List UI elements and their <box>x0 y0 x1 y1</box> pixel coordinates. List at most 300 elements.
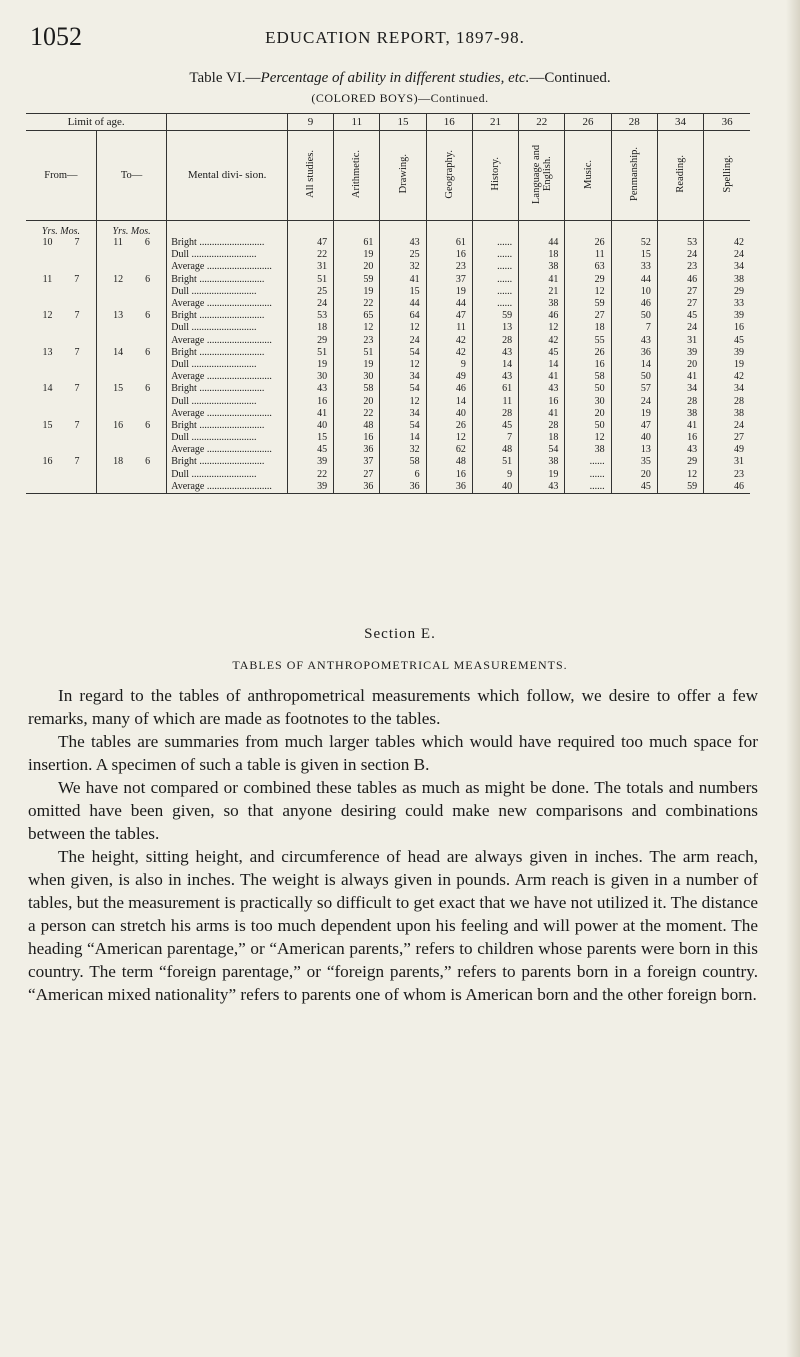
value-cell: 59 <box>565 298 611 310</box>
value-cell: 19 <box>426 286 472 298</box>
value-cell: 45 <box>704 335 750 347</box>
value-cell: 12 <box>565 286 611 298</box>
value-cell: 24 <box>657 249 703 261</box>
table-caption <box>0 70 800 87</box>
value-cell: 38 <box>565 444 611 456</box>
value-cell: 14 <box>426 395 472 407</box>
value-cell: 37 <box>426 274 472 286</box>
units-blank <box>565 221 611 238</box>
from-units: Yrs. Mos. <box>41 226 80 237</box>
mental-division-header: Mental divi- sion. <box>187 169 267 181</box>
value-cell: 27 <box>657 298 703 310</box>
value-cell: 47 <box>287 237 333 249</box>
value-cell: 54 <box>380 383 426 395</box>
value-cell: 28 <box>472 335 518 347</box>
to-age-cell <box>96 249 166 261</box>
table-row <box>26 371 750 383</box>
from-months: 7 <box>74 456 80 468</box>
page-number: 1052 <box>30 22 82 51</box>
table-caption-prefix: Table VI.— <box>189 70 261 86</box>
from-years: 10 <box>42 237 53 249</box>
value-cell: 30 <box>565 395 611 407</box>
value-cell: 19 <box>334 359 380 371</box>
page-header <box>30 22 760 52</box>
from-age-cell <box>26 322 96 334</box>
value-cell: 59 <box>472 310 518 322</box>
value-cell: 20 <box>657 359 703 371</box>
column-number: 11 <box>334 114 380 131</box>
value-cell: 43 <box>472 347 518 359</box>
mental-division-label <box>167 310 288 322</box>
value-cell: 23 <box>426 261 472 273</box>
value-cell: 43 <box>287 383 333 395</box>
value-cell: 36 <box>380 481 426 494</box>
column-number: 9 <box>287 114 333 131</box>
mental-division-label <box>167 395 288 407</box>
from-years: 16 <box>42 456 53 468</box>
value-cell: 12 <box>565 432 611 444</box>
value-cell: 38 <box>519 456 565 468</box>
value-cell: 43 <box>472 371 518 383</box>
value-cell: 29 <box>657 456 703 468</box>
section-subtitle: TABLES OF ANTHROPOMETRICAL MEASUREMENTS. <box>232 658 568 672</box>
study-header-cell <box>519 131 565 221</box>
table-row <box>26 395 750 407</box>
value-cell: 45 <box>287 444 333 456</box>
value-cell: 28 <box>519 420 565 432</box>
value-cell: 11 <box>472 395 518 407</box>
section-title: Section E. <box>364 626 436 642</box>
value-cell: 39 <box>287 481 333 494</box>
value-cell: 43 <box>519 481 565 494</box>
value-cell: 59 <box>334 274 380 286</box>
value-cell: 20 <box>334 395 380 407</box>
to-months: 6 <box>145 383 151 395</box>
value-cell: 34 <box>657 383 703 395</box>
mental-division-label <box>167 249 288 261</box>
table-row <box>26 383 750 395</box>
division-label-text: Bright <box>171 383 197 395</box>
division-label-text: Bright <box>171 456 197 468</box>
value-cell: 24 <box>380 335 426 347</box>
value-cell: 51 <box>472 456 518 468</box>
to-age-cell <box>96 322 166 334</box>
value-cell: 14 <box>380 432 426 444</box>
value-cell: 55 <box>565 335 611 347</box>
value-cell: 36 <box>334 444 380 456</box>
value-cell: 16 <box>426 249 472 261</box>
column-number-row <box>26 114 750 131</box>
value-cell: 44 <box>611 274 657 286</box>
value-cell: 12 <box>380 322 426 334</box>
from-age-cell <box>26 286 96 298</box>
value-cell: 36 <box>426 481 472 494</box>
to-age-cell <box>96 371 166 383</box>
value-cell: 43 <box>611 335 657 347</box>
division-label-text: Bright <box>171 273 197 285</box>
leader-dots: .......................... <box>204 407 272 419</box>
value-cell: 19 <box>519 469 565 481</box>
value-cell: 38 <box>519 298 565 310</box>
from-age-cell <box>26 359 96 371</box>
value-cell: 26 <box>565 347 611 359</box>
value-cell: 61 <box>426 237 472 249</box>
leader-dots: .......................... <box>189 432 257 444</box>
mental-division-label <box>167 456 288 468</box>
value-cell: ...... <box>472 286 518 298</box>
value-cell: 46 <box>426 383 472 395</box>
value-cell: 18 <box>565 322 611 334</box>
table-row <box>26 469 750 481</box>
division-label-text: Bright <box>171 419 197 431</box>
study-header-cell <box>704 131 750 221</box>
units-blank <box>657 221 703 238</box>
value-cell: 14 <box>519 359 565 371</box>
value-cell: 44 <box>426 298 472 310</box>
value-cell: 42 <box>426 335 472 347</box>
value-cell: 63 <box>565 261 611 273</box>
value-cell: 41 <box>519 371 565 383</box>
value-cell: 50 <box>565 383 611 395</box>
leader-dots: .......................... <box>189 468 257 480</box>
to-age-cell <box>96 469 166 481</box>
value-cell: 30 <box>287 371 333 383</box>
value-cell: 44 <box>380 298 426 310</box>
to-months: 6 <box>145 273 151 285</box>
value-cell: 53 <box>657 237 703 249</box>
value-cell: 24 <box>611 395 657 407</box>
mental-division-label <box>167 335 288 347</box>
from-years: 14 <box>42 383 53 395</box>
leader-dots: .......................... <box>204 480 272 492</box>
value-cell: 22 <box>287 469 333 481</box>
table-caption-suffix: —Continued. <box>529 70 611 86</box>
value-cell: 15 <box>611 249 657 261</box>
value-cell: 16 <box>519 395 565 407</box>
value-cell: 32 <box>380 444 426 456</box>
value-cell: 54 <box>519 444 565 456</box>
from-age-cell <box>26 395 96 407</box>
study-header-row <box>26 131 750 221</box>
value-cell: 41 <box>519 274 565 286</box>
value-cell: 45 <box>519 347 565 359</box>
value-cell: 12 <box>380 359 426 371</box>
units-blank <box>704 221 750 238</box>
value-cell: 42 <box>704 237 750 249</box>
study-header: Penmanship. <box>628 147 640 201</box>
from-years: 13 <box>42 346 53 358</box>
mental-division-header-cell <box>167 131 288 221</box>
leader-dots: .......................... <box>204 444 272 456</box>
study-header-cell <box>334 131 380 221</box>
value-cell: 40 <box>611 432 657 444</box>
page-edge-shadow <box>786 0 800 1357</box>
value-cell: 32 <box>380 261 426 273</box>
value-cell: 9 <box>472 469 518 481</box>
division-label-text: Average <box>171 480 205 492</box>
mental-division-label <box>167 481 288 494</box>
division-label-text: Average <box>171 444 205 456</box>
value-cell: 24 <box>704 420 750 432</box>
from-age-cell <box>26 249 96 261</box>
value-cell: ...... <box>472 249 518 261</box>
units-blank <box>334 221 380 238</box>
value-cell: 14 <box>472 359 518 371</box>
units-blank <box>426 221 472 238</box>
value-cell: 22 <box>334 298 380 310</box>
table-subcaption: (COLORED BOYS)—Continued. <box>311 91 489 105</box>
value-cell: 40 <box>426 408 472 420</box>
value-cell: ...... <box>472 274 518 286</box>
study-header: Reading. <box>675 155 687 193</box>
to-years: 11 <box>113 237 123 249</box>
value-cell: 19 <box>287 359 333 371</box>
from-age-cell <box>26 420 96 432</box>
value-cell: 39 <box>704 347 750 359</box>
value-cell: 39 <box>657 347 703 359</box>
value-cell: 19 <box>611 408 657 420</box>
table-row <box>26 347 750 359</box>
value-cell: 27 <box>334 469 380 481</box>
table-row <box>26 322 750 334</box>
to-years: 13 <box>113 310 124 322</box>
study-header-cell <box>657 131 703 221</box>
from-age-cell <box>26 481 96 494</box>
study-header: History. <box>490 157 502 191</box>
mental-division-label <box>167 420 288 432</box>
value-cell: 24 <box>287 298 333 310</box>
from-years: 15 <box>42 419 53 431</box>
mental-division-label <box>167 359 288 371</box>
mental-division-label <box>167 298 288 310</box>
running-title: EDUCATION REPORT, 1897-98. <box>265 28 525 47</box>
value-cell: 41 <box>657 371 703 383</box>
paragraph: We have not compared or combined these tables as much as might be done. The totals and numbers omitted have been given, so that anyone desiring could make new comparisons and combinations between the tables. <box>28 778 758 843</box>
value-cell: 28 <box>704 395 750 407</box>
ability-table <box>26 113 750 494</box>
value-cell: 27 <box>565 310 611 322</box>
table-row <box>26 432 750 444</box>
value-cell: 42 <box>704 371 750 383</box>
value-cell: 34 <box>380 408 426 420</box>
leader-dots: .......................... <box>196 273 265 285</box>
value-cell: 45 <box>657 310 703 322</box>
table-row <box>26 286 750 298</box>
value-cell: 41 <box>287 408 333 420</box>
value-cell: 23 <box>334 335 380 347</box>
value-cell: 23 <box>657 261 703 273</box>
value-cell: 24 <box>657 322 703 334</box>
study-header: Drawing. <box>397 154 409 194</box>
value-cell: 29 <box>287 335 333 347</box>
value-cell: 50 <box>565 420 611 432</box>
table-row <box>26 335 750 347</box>
mental-division-label <box>167 322 288 334</box>
from-age-cell <box>26 456 96 468</box>
value-cell: 54 <box>380 347 426 359</box>
value-cell: 46 <box>611 298 657 310</box>
value-cell: 43 <box>380 237 426 249</box>
table-row <box>26 444 750 456</box>
mental-division-label <box>167 469 288 481</box>
limit-of-age-header: Limit of age. <box>26 114 167 131</box>
value-cell: 46 <box>704 481 750 494</box>
value-cell: 38 <box>519 261 565 273</box>
from-months: 7 <box>74 419 80 431</box>
study-header: Arithmetic. <box>351 149 363 199</box>
from-header: From— <box>26 131 96 221</box>
to-months: 6 <box>145 346 151 358</box>
value-cell: 58 <box>380 456 426 468</box>
value-cell: ...... <box>472 237 518 249</box>
division-label-text: Dull <box>171 322 190 334</box>
to-years: 16 <box>113 419 124 431</box>
study-header: Spelling. <box>721 155 733 193</box>
to-header: To— <box>96 131 166 221</box>
value-cell: 20 <box>565 408 611 420</box>
value-cell: 49 <box>426 371 472 383</box>
to-age-cell <box>96 444 166 456</box>
value-cell: 58 <box>565 371 611 383</box>
value-cell: 49 <box>704 444 750 456</box>
value-cell: 38 <box>704 274 750 286</box>
to-age-cell <box>96 481 166 494</box>
value-cell: 27 <box>657 286 703 298</box>
value-cell: 13 <box>472 322 518 334</box>
value-cell: 12 <box>380 395 426 407</box>
value-cell: 16 <box>287 395 333 407</box>
mental-division-label <box>167 383 288 395</box>
value-cell: 16 <box>334 432 380 444</box>
value-cell: 58 <box>334 383 380 395</box>
value-cell: 22 <box>334 408 380 420</box>
value-cell: 34 <box>704 383 750 395</box>
leader-dots: .......................... <box>204 298 272 310</box>
value-cell: 22 <box>287 249 333 261</box>
leader-dots: .......................... <box>204 334 272 346</box>
study-header-cell <box>287 131 333 221</box>
value-cell: 11 <box>426 322 472 334</box>
table-row <box>26 237 750 249</box>
column-number: 34 <box>657 114 703 131</box>
to-age-cell <box>96 237 166 249</box>
from-age-cell <box>26 371 96 383</box>
value-cell: 59 <box>657 481 703 494</box>
leader-dots: .......................... <box>196 310 265 322</box>
division-label-text: Average <box>171 298 205 310</box>
from-age-cell <box>26 469 96 481</box>
division-label-text: Average <box>171 261 205 273</box>
value-cell: 34 <box>704 261 750 273</box>
to-age-cell <box>96 310 166 322</box>
to-units: Yrs. Mos. <box>96 221 166 238</box>
to-age-cell <box>96 335 166 347</box>
study-header: Language and English. <box>530 144 553 204</box>
leader-dots: .......................... <box>189 285 257 297</box>
value-cell: 15 <box>287 432 333 444</box>
value-cell: 6 <box>380 469 426 481</box>
division-label-text: Dull <box>171 432 190 444</box>
from-months: 7 <box>74 346 80 358</box>
value-cell: 52 <box>611 237 657 249</box>
division-label-text: Dull <box>171 285 190 297</box>
mental-division-label <box>167 261 288 273</box>
value-cell: 54 <box>380 420 426 432</box>
value-cell: 28 <box>657 395 703 407</box>
value-cell: 41 <box>657 420 703 432</box>
column-number: 21 <box>472 114 518 131</box>
mental-division-label <box>167 408 288 420</box>
column-number: 16 <box>426 114 472 131</box>
table-row <box>26 298 750 310</box>
division-label-text: Bright <box>171 310 197 322</box>
leader-dots: .......................... <box>189 249 257 261</box>
to-age-cell <box>96 274 166 286</box>
value-cell: 51 <box>287 274 333 286</box>
value-cell: 33 <box>704 298 750 310</box>
value-cell: 26 <box>565 237 611 249</box>
mental-division-label <box>167 347 288 359</box>
table-caption-title: Percentage of ability in different studies, etc. <box>260 70 530 86</box>
mental-division-label <box>167 444 288 456</box>
units-blank <box>287 221 333 238</box>
value-cell: 30 <box>334 371 380 383</box>
value-cell: 25 <box>380 249 426 261</box>
value-cell: 57 <box>611 383 657 395</box>
value-cell: 41 <box>519 408 565 420</box>
paragraph: The height, sitting height, and circumference of head are always given in inches. The arm reach, when given, is also in inches. The weight is always given in pounds. Arm reach is given in a number of tables, but the measurement is practically so difficult to get exact that we have not utilized it. The distance a person can stretch his arms is too much dependent upon his feeling and will power at the moment. The heading “American parentage,” or “American parents,” refers to children whose parents were born in this country. The term “foreign parentage,” or “foreign parents,” refers to parents born in a foreign country. “American mixed nationality” refers to parents one of whom is American born and the other foreign born. <box>28 847 758 1004</box>
division-label-text: Dull <box>171 468 190 480</box>
study-header-cell <box>565 131 611 221</box>
column-number: 15 <box>380 114 426 131</box>
value-cell: 53 <box>287 310 333 322</box>
value-cell: 16 <box>565 359 611 371</box>
division-label-text: Bright <box>171 237 197 249</box>
study-header-cell <box>426 131 472 221</box>
value-cell: 11 <box>565 249 611 261</box>
value-cell: 9 <box>426 359 472 371</box>
from-age-cell <box>26 261 96 273</box>
value-cell: 26 <box>426 420 472 432</box>
study-header: Music. <box>582 159 594 189</box>
leader-dots: .......................... <box>189 358 257 370</box>
table-row <box>26 359 750 371</box>
value-cell: 31 <box>657 335 703 347</box>
study-header-cell <box>611 131 657 221</box>
leader-dots: .......................... <box>196 419 265 431</box>
column-number: 28 <box>611 114 657 131</box>
value-cell: ...... <box>565 469 611 481</box>
division-label-text: Average <box>171 334 205 346</box>
from-months: 7 <box>74 237 80 249</box>
division-label-text: Average <box>171 407 205 419</box>
column-number: 36 <box>704 114 750 131</box>
value-cell: 19 <box>704 359 750 371</box>
value-cell: 40 <box>287 420 333 432</box>
value-cell: 14 <box>611 359 657 371</box>
leader-dots: .......................... <box>196 237 265 249</box>
mental-division-label <box>167 286 288 298</box>
to-years: 18 <box>113 456 124 468</box>
to-years: 14 <box>113 346 124 358</box>
value-cell: 43 <box>519 383 565 395</box>
units-blank <box>380 221 426 238</box>
from-age-cell <box>26 444 96 456</box>
from-age-cell <box>26 408 96 420</box>
value-cell: 34 <box>380 371 426 383</box>
value-cell: 46 <box>519 310 565 322</box>
leader-dots: .......................... <box>196 383 265 395</box>
